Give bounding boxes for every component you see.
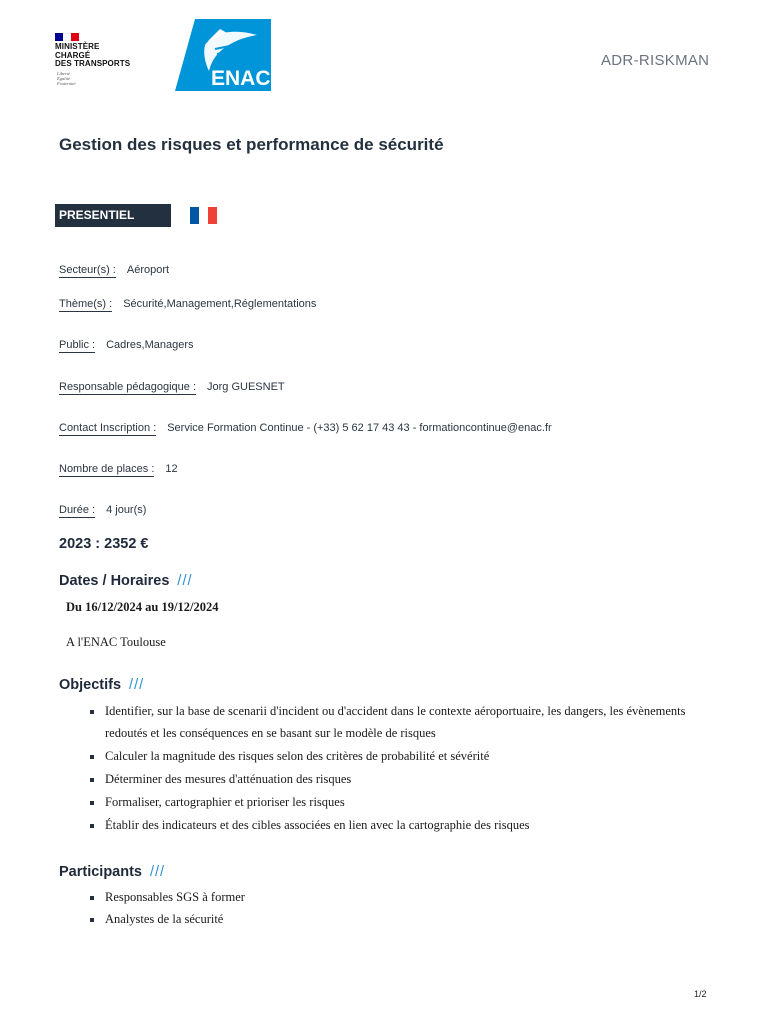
info-label: Nombre de places : — [59, 463, 155, 475]
info-row-sector — [59, 264, 169, 276]
info-label: Public : — [59, 339, 96, 351]
location: A l'ENAC Toulouse — [66, 635, 166, 649]
page-title: Gestion des risques et performance de sécurité — [59, 135, 444, 154]
list-item: Établir des indicateurs et des cibles associées en lien avec la cartographie des risques — [89, 814, 699, 836]
ministry-name: MINISTÈRE CHARGÉ DES TRANSPORTS — [55, 42, 131, 68]
price: 2023 : 2352 € — [59, 536, 149, 552]
info-label: Thème(s) : — [59, 298, 113, 310]
participants-list — [89, 886, 489, 930]
list-item: Formaliser, cartographier et prioriser les risques — [89, 791, 699, 813]
list-item: Déterminer des mesures d'atténuation des risques — [89, 768, 699, 790]
section-heading-dates: Dates / Horaires /// — [59, 573, 193, 589]
enac-logo-text: ENAC — [211, 67, 271, 90]
info-value: Aéroport — [126, 264, 170, 276]
list-item: Identifier, sur la base de scenarii d'incident ou d'accident dans le contexte aéroportuaire, les dangers, les évènements redoutés et les conséquences en se basant sur le modèle de risques — [89, 700, 699, 744]
info-value: Cadres,Managers — [106, 339, 194, 351]
info-label: Responsable pédagogique : — [59, 381, 197, 393]
section-slashes: /// — [177, 573, 193, 589]
list-item: Analystes de la sécurité — [89, 908, 489, 930]
info-value: 4 jour(s) — [106, 504, 147, 516]
list-item: Responsables SGS à former — [89, 886, 489, 908]
info-value: Service Formation Continue - (+33) 5 62 17 43 43 - formationcontinue@enac.fr — [167, 422, 552, 434]
section-heading-participants: Participants /// — [59, 864, 166, 880]
info-row-places — [59, 463, 178, 475]
info-label: Secteur(s) : — [59, 264, 116, 276]
course-reference-code: ADR-RISKMAN — [601, 52, 710, 69]
objectives-list — [89, 700, 699, 837]
enac-logo — [175, 19, 271, 91]
date-range: Du 16/12/2024 au 19/12/2024 — [66, 600, 219, 614]
info-row-public — [59, 339, 194, 351]
section-slashes: /// — [129, 677, 145, 693]
info-row-theme — [59, 298, 316, 310]
page-number: 1/2 — [694, 989, 707, 999]
info-row-responsible — [59, 381, 285, 393]
info-row-duration — [59, 504, 146, 516]
info-row-contact — [59, 422, 552, 434]
info-value: Jorg GUESNET — [207, 381, 285, 393]
info-value: 12 — [165, 463, 178, 475]
info-label: Contact Inscription : — [59, 422, 157, 434]
mode-badge: PRESENTIEL — [55, 204, 171, 227]
republic-flag-icon — [55, 33, 79, 41]
section-slashes: /// — [150, 864, 166, 880]
list-item: Calculer la magnitude des risques selon des critères de probabilité et sévérité — [89, 745, 699, 767]
republic-motto: Liberté Égalité Fraternité — [57, 71, 76, 86]
info-label: Durée : — [59, 504, 96, 516]
french-flag-icon — [190, 207, 217, 224]
info-value: Sécurité,Management,Réglementations — [123, 298, 317, 310]
section-heading-objectifs: Objectifs /// — [59, 677, 145, 693]
